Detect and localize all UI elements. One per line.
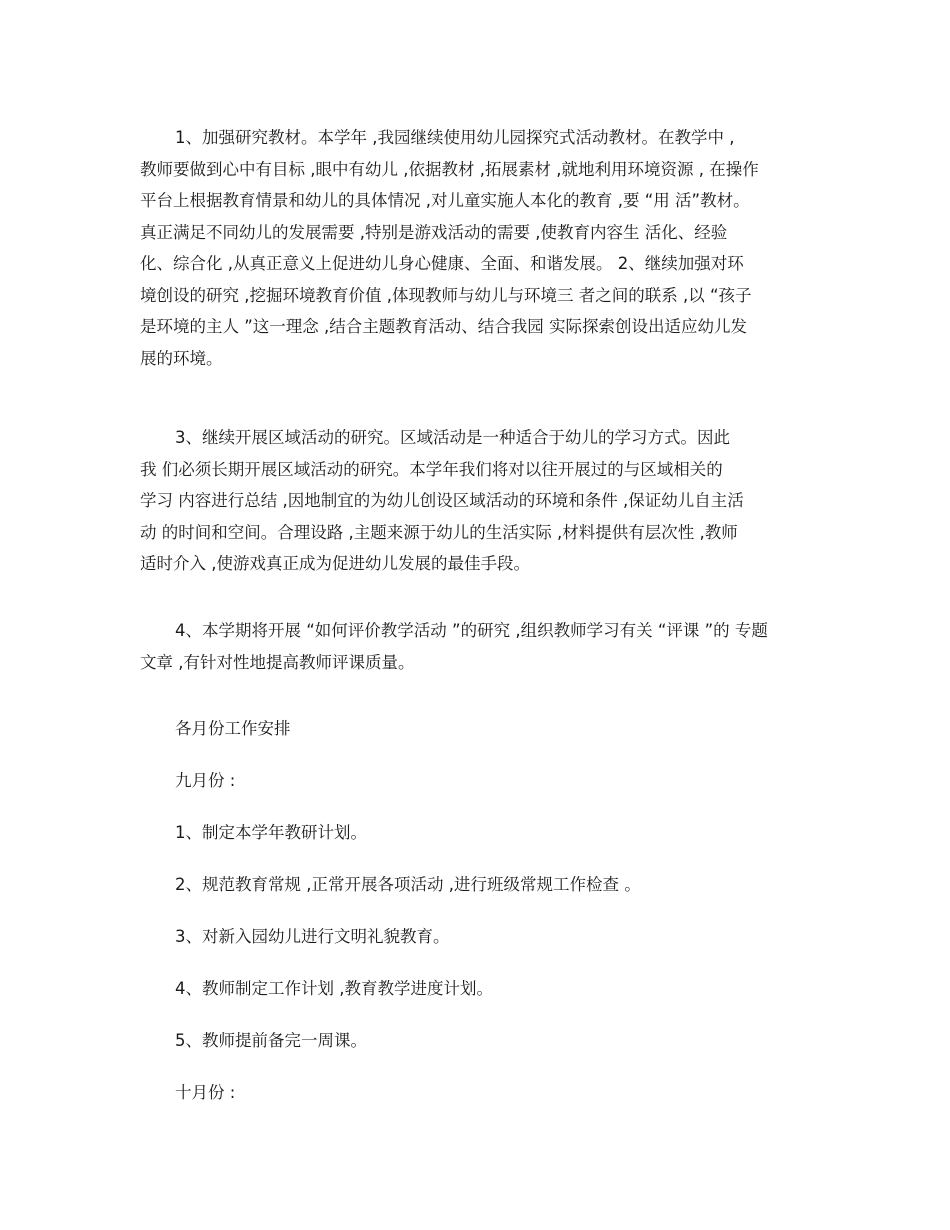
text-line: 教师要做到心中有目标 ,眼中有幼儿 ,依据教材 ,拓展素材 ,就地利用环境资源 , 在操作 (140, 159, 759, 179)
list-item: 5、教师提前备完一周课。 (175, 1031, 367, 1050)
paragraph-teaching-evaluation (140, 615, 820, 678)
list-item: 1、制定本学年教研计划。 (175, 823, 367, 842)
list-item: 4、教师制定工作计划 ,教育教学进度计划。 (175, 979, 493, 998)
text-line: 是环境的主人 ”这一理念 ,结合主题教育活动、结合我园 实际探索创设出适应幼儿发 (140, 317, 748, 336)
text-line: 境创设的研究 ,挖掘环境教育价值 ,体现教师与幼儿与环境三 者之间的联系 ,以 “孩子 (140, 285, 752, 305)
paragraph-area-activities (140, 422, 820, 580)
month-heading-september: 九月份 : (175, 771, 236, 790)
text-line: 化、综合化 ,从真正意义上促进幼儿身心健康、全面、和谐发展。 2、继续加强对环 (140, 254, 744, 273)
text-line: 展的环境。 (140, 348, 223, 368)
text-line: 动 的时间和空间。合理设路 ,主题来源于幼儿的生活实际 ,材料提供有层次性 ,教师 (140, 522, 738, 542)
list-item: 3、对新入园幼儿进行文明礼貌教育。 (175, 927, 450, 946)
section-heading-monthly: 各月份工作安排 (175, 719, 291, 738)
text-line: 我 们必须长期开展区域活动的研究。本学年我们将对以往开展过的与区域相关的 (140, 459, 723, 479)
text-line: 3、继续开展区域活动的研究。区域活动是一种适合于幼儿的学习方式。因此 (175, 428, 730, 447)
paragraph-research-materials (140, 122, 820, 374)
list-item: 2、规范教育常规 ,正常开展各项活动 ,进行班级常规工作检查 。 (175, 875, 641, 894)
text-line: 文章 ,有针对性地提高教师评课质量。 (140, 652, 415, 672)
text-line: 真正满足不同幼儿的发展需要 ,特别是游戏活动的需要 ,使教育内容生 活化、经验 (140, 222, 728, 242)
text-line: 4、本学期将开展 “如何评价教学活动 ”的研究 ,组织教师学习有关 “评课 ”的 专题 (175, 621, 768, 640)
text-line: 学习 内容进行总结 ,因地制宜的为幼儿创设区域活动的环境和条件 ,保证幼儿自主活 (140, 491, 744, 510)
text-line: 平台上根据教育情景和幼儿的具体情况 ,对儿童实施人本化的教育 ,要 “用 活”教材。 (140, 191, 750, 210)
text-line: 1、加强研究教材。本学年 ,我园继续使用幼儿园探究式活动教材。在教学中 , (175, 128, 735, 147)
month-heading-october: 十月份 : (175, 1083, 236, 1102)
text-line: 适时介入 ,使游戏真正成为促进幼儿发展的最佳手段。 (140, 554, 530, 573)
